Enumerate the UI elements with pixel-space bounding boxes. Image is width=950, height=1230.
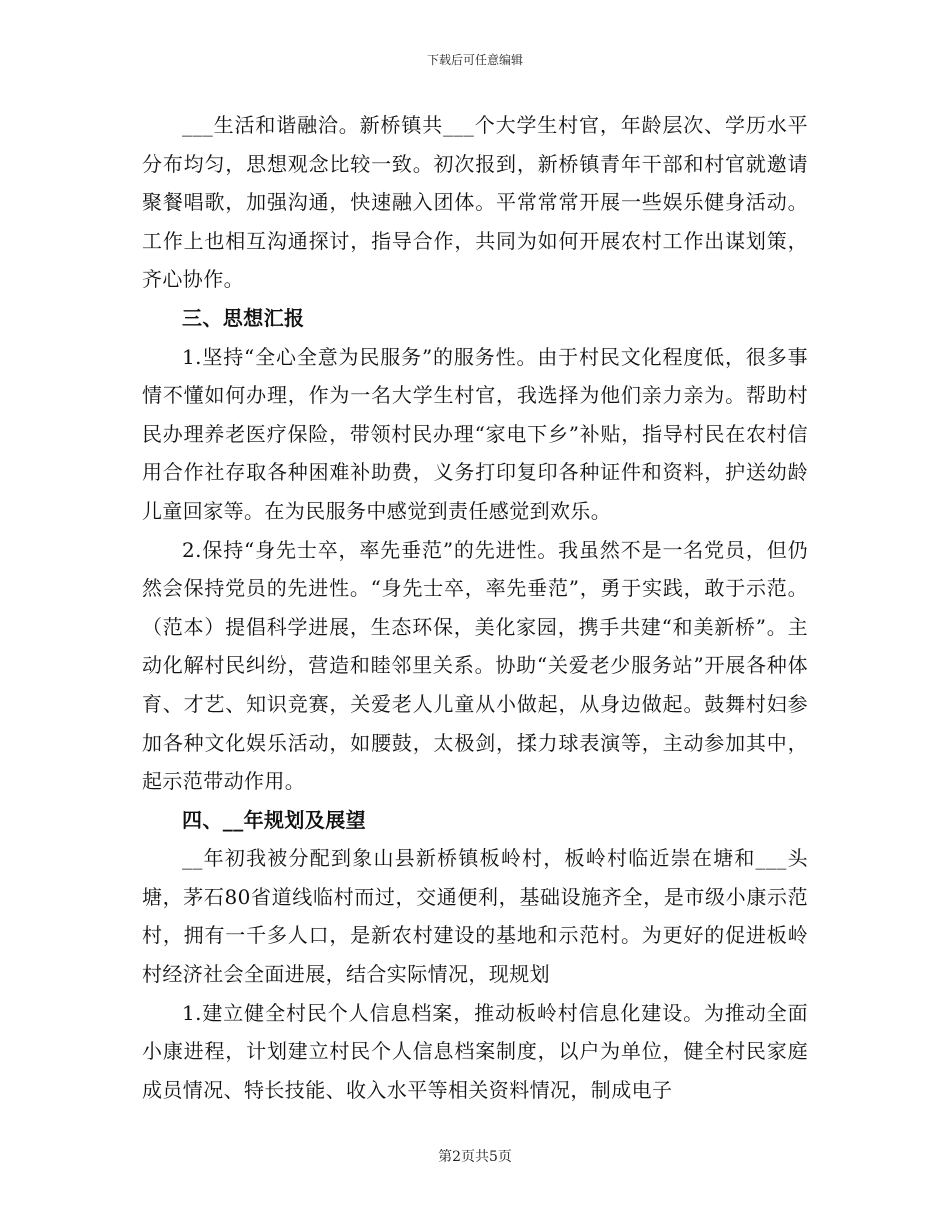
paragraph-intro: ___生活和谐融洽。新桥镇共___个大学生村官，年龄层次、学历水平分布均匀，思想观念比较一致。初次报到，新桥镇青年干部和村官就邀请聚餐唱歌，加强沟通，快速融入团体。平常常常开展一些娱乐健身活动。工作上也相互沟通探讨，指导合作，共同为如何开展农村工作出谋划策，齐心协作。 (142, 113, 808, 292)
section-heading-plan: 四、__年规划及展望 (182, 807, 366, 832)
paragraph-plan-intro: __年初我被分配到象山县新桥镇板岭村，板岭村临近崇在塘和___头塘，茅石80省道线临村而过，交通便利，基础设施齐全，是市级小康示范村，拥有一千多人口，是新农村建设的基地和示范村。为更好的促进板岭村经济社会全面进展，结合实际情况，现规划 (142, 846, 808, 987)
paragraph-point-2: 2.保持“身先士卒，率先垂范”的先进性。我虽然不是一名党员，但仍然会保持党员的先进性。“身先士卒，率先垂范”，勇于实践，敢于示范。（范本）提倡科学进展，生态环保，美化家园，携手共建“和美新桥”。主动化解村民纠纷，营造和睦邻里关系。协助“关爱老少服务站”开展各种体育、才艺、知识竞赛，关爱老人儿童从小做起，从身边做起。鼓舞村妇参加各种文化娱乐活动，如腰鼓，太极剑，揉力球表演等，主动参加其中，起示范带动作用。 (142, 537, 808, 794)
paragraph-point-1: 1.坚持“全心全意为民服务”的服务性。由于村民文化程度低，很多事情不懂如何办理，作为一名大学生村官，我选择为他们亲力亲为。帮助村民办理养老医疗保险，带领村民办理“家电下乡”补贴，指导村民在农村信用合作社存取各种困难补助费，义务打印复印各种证件和资料，护送幼龄儿童回家等。在为民服务中感觉到责任感觉到欢乐。 (142, 344, 808, 523)
document-body (142, 106, 808, 1109)
section-heading-thought-report: 三、思想汇报 (182, 305, 305, 330)
page-number: 第2页共5页 (438, 1149, 512, 1165)
page-header-note: 下载后可任意编辑 (426, 53, 523, 67)
paragraph-plan-1: 1.建立健全村民个人信息档案，推动板岭村信息化建设。为推动全面小康进程，计划建立村民个人信息档案制度，以户为单位，健全村民家庭成员情况、特长技能、收入水平等相关资料情况，制成电子 (142, 1000, 808, 1102)
